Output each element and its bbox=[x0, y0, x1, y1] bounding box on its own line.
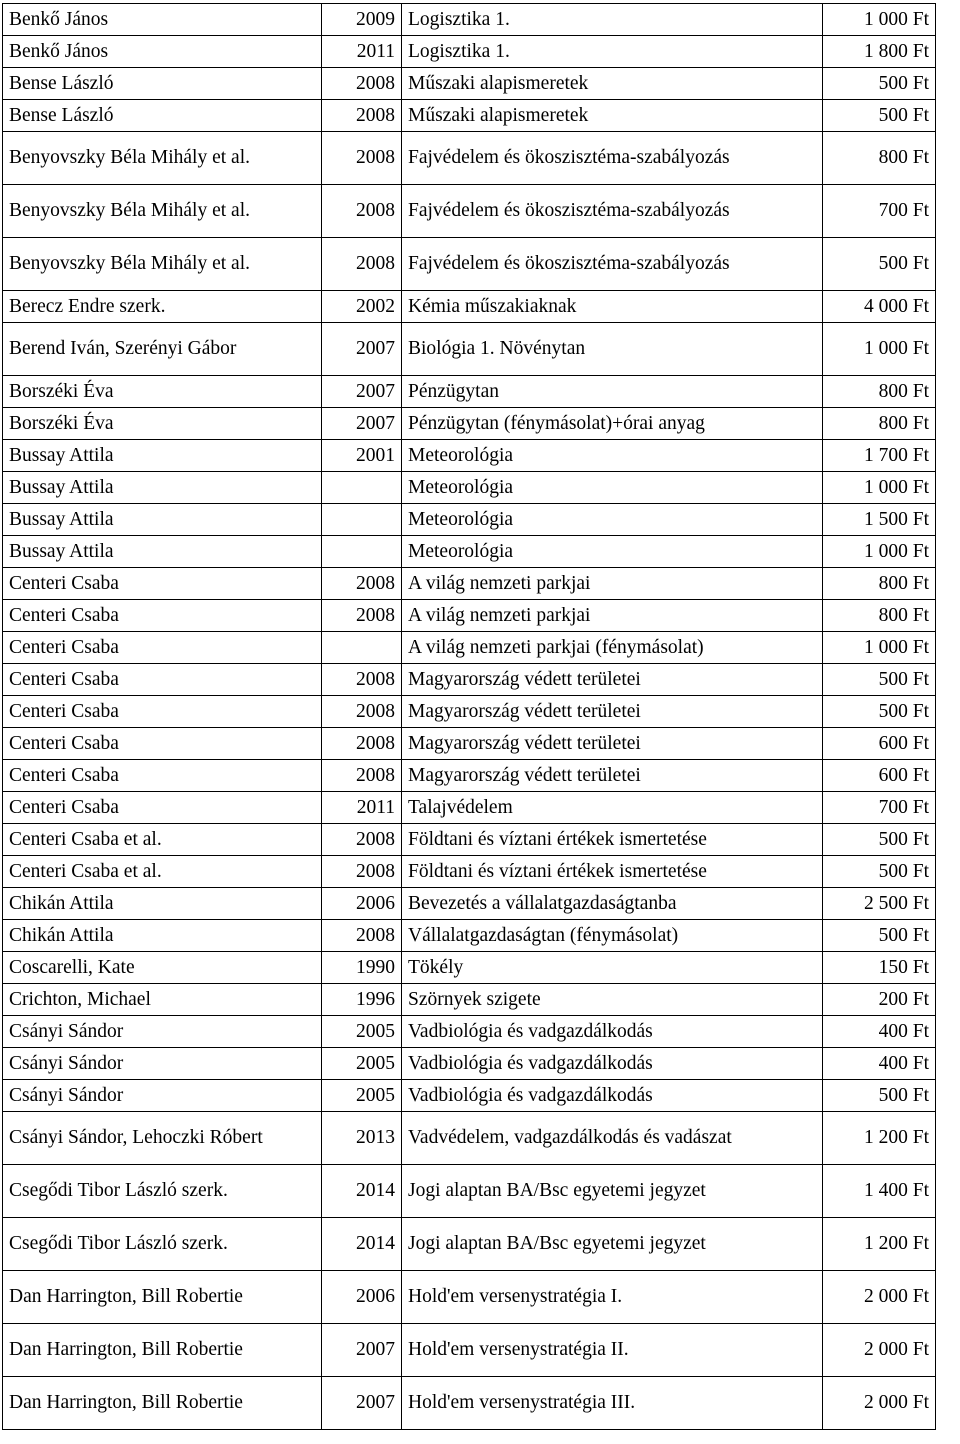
table-row bbox=[3, 132, 936, 185]
year-cell: 2007 bbox=[322, 376, 402, 408]
year-cell: 1996 bbox=[322, 984, 402, 1016]
table-row bbox=[3, 4, 936, 36]
year-cell: 2014 bbox=[322, 1165, 402, 1218]
author-cell: Csányi Sándor bbox=[3, 1016, 322, 1048]
year-cell: 2001 bbox=[322, 440, 402, 472]
year-cell bbox=[322, 536, 402, 568]
author-cell: Benkő János bbox=[3, 36, 322, 68]
author-cell: Csegődi Tibor László szerk. bbox=[3, 1218, 322, 1271]
title-cell: Hold'em versenystratégia III. bbox=[402, 1377, 823, 1430]
author-cell: Borszéki Éva bbox=[3, 376, 322, 408]
author-cell: Benyovszky Béla Mihály et al. bbox=[3, 132, 322, 185]
table-row bbox=[3, 68, 936, 100]
year-cell: 2008 bbox=[322, 664, 402, 696]
title-cell: Bevezetés a vállalatgazdaságtanba bbox=[402, 888, 823, 920]
table-row bbox=[3, 1112, 936, 1165]
author-cell: Centeri Csaba bbox=[3, 568, 322, 600]
table-row bbox=[3, 856, 936, 888]
price-cell: 1 700 Ft bbox=[823, 440, 936, 472]
title-cell: Szörnyek szigete bbox=[402, 984, 823, 1016]
price-cell: 800 Ft bbox=[823, 132, 936, 185]
price-cell: 800 Ft bbox=[823, 408, 936, 440]
year-cell: 2008 bbox=[322, 856, 402, 888]
price-cell: 500 Ft bbox=[823, 920, 936, 952]
author-cell: Benyovszky Béla Mihály et al. bbox=[3, 185, 322, 238]
price-cell: 4 000 Ft bbox=[823, 291, 936, 323]
price-cell: 800 Ft bbox=[823, 600, 936, 632]
price-cell: 500 Ft bbox=[823, 696, 936, 728]
title-cell: Meteorológia bbox=[402, 536, 823, 568]
title-cell: Tökély bbox=[402, 952, 823, 984]
year-cell: 2008 bbox=[322, 920, 402, 952]
price-cell: 500 Ft bbox=[823, 100, 936, 132]
author-cell: Chikán Attila bbox=[3, 920, 322, 952]
price-cell: 200 Ft bbox=[823, 984, 936, 1016]
table-row bbox=[3, 1377, 936, 1430]
table-row bbox=[3, 440, 936, 472]
title-cell: Vállalatgazdaságtan (fénymásolat) bbox=[402, 920, 823, 952]
price-cell: 700 Ft bbox=[823, 792, 936, 824]
price-cell: 800 Ft bbox=[823, 376, 936, 408]
author-cell: Csegődi Tibor László szerk. bbox=[3, 1165, 322, 1218]
price-cell: 600 Ft bbox=[823, 760, 936, 792]
year-cell: 2007 bbox=[322, 323, 402, 376]
table-row bbox=[3, 1080, 936, 1112]
year-cell: 1990 bbox=[322, 952, 402, 984]
title-cell: Műszaki alapismeretek bbox=[402, 100, 823, 132]
title-cell: Logisztika 1. bbox=[402, 36, 823, 68]
table-row bbox=[3, 472, 936, 504]
year-cell: 2011 bbox=[322, 792, 402, 824]
title-cell: Kémia műszakiaknak bbox=[402, 291, 823, 323]
title-cell: Magyarország védett területei bbox=[402, 696, 823, 728]
table-row bbox=[3, 376, 936, 408]
year-cell: 2008 bbox=[322, 824, 402, 856]
year-cell: 2006 bbox=[322, 1271, 402, 1324]
author-cell: Bussay Attila bbox=[3, 536, 322, 568]
author-cell: Dan Harrington, Bill Robertie bbox=[3, 1271, 322, 1324]
table-row bbox=[3, 728, 936, 760]
year-cell: 2008 bbox=[322, 568, 402, 600]
table-row bbox=[3, 824, 936, 856]
year-cell: 2002 bbox=[322, 291, 402, 323]
author-cell: Borszéki Éva bbox=[3, 408, 322, 440]
author-cell: Centeri Csaba et al. bbox=[3, 824, 322, 856]
author-cell: Centeri Csaba bbox=[3, 664, 322, 696]
author-cell: Bense László bbox=[3, 100, 322, 132]
price-cell: 2 500 Ft bbox=[823, 888, 936, 920]
author-cell: Csányi Sándor bbox=[3, 1048, 322, 1080]
author-cell: Dan Harrington, Bill Robertie bbox=[3, 1377, 322, 1430]
table-row bbox=[3, 920, 936, 952]
price-cell: 500 Ft bbox=[823, 856, 936, 888]
price-cell: 1 000 Ft bbox=[823, 472, 936, 504]
price-cell: 700 Ft bbox=[823, 185, 936, 238]
table-row bbox=[3, 952, 936, 984]
year-cell: 2008 bbox=[322, 760, 402, 792]
title-cell: Magyarország védett területei bbox=[402, 760, 823, 792]
price-cell: 1 400 Ft bbox=[823, 1165, 936, 1218]
author-cell: Dan Harrington, Bill Robertie bbox=[3, 1324, 322, 1377]
table-row bbox=[3, 696, 936, 728]
title-cell: Logisztika 1. bbox=[402, 4, 823, 36]
price-cell: 400 Ft bbox=[823, 1016, 936, 1048]
title-cell: Meteorológia bbox=[402, 472, 823, 504]
author-cell: Centeri Csaba bbox=[3, 632, 322, 664]
year-cell: 2008 bbox=[322, 100, 402, 132]
year-cell: 2006 bbox=[322, 888, 402, 920]
author-cell: Centeri Csaba bbox=[3, 760, 322, 792]
title-cell: Fajvédelem és ökoszisztéma-szabályozás bbox=[402, 238, 823, 291]
title-cell: Jogi alaptan BA/Bsc egyetemi jegyzet bbox=[402, 1218, 823, 1271]
year-cell: 2008 bbox=[322, 185, 402, 238]
table-row bbox=[3, 323, 936, 376]
year-cell: 2008 bbox=[322, 728, 402, 760]
table-row bbox=[3, 568, 936, 600]
title-cell: Pénzügytan bbox=[402, 376, 823, 408]
title-cell: Vadbiológia és vadgazdálkodás bbox=[402, 1016, 823, 1048]
year-cell: 2007 bbox=[322, 1324, 402, 1377]
title-cell: Műszaki alapismeretek bbox=[402, 68, 823, 100]
table-body bbox=[3, 4, 936, 1430]
author-cell: Bussay Attila bbox=[3, 440, 322, 472]
year-cell: 2008 bbox=[322, 68, 402, 100]
title-cell: Fajvédelem és ökoszisztéma-szabályozás bbox=[402, 185, 823, 238]
author-cell: Centeri Csaba bbox=[3, 792, 322, 824]
title-cell: A világ nemzeti parkjai bbox=[402, 568, 823, 600]
year-cell: 2005 bbox=[322, 1016, 402, 1048]
table-row bbox=[3, 888, 936, 920]
year-cell bbox=[322, 504, 402, 536]
table-row bbox=[3, 664, 936, 696]
price-cell: 2 000 Ft bbox=[823, 1324, 936, 1377]
title-cell: A világ nemzeti parkjai (fénymásolat) bbox=[402, 632, 823, 664]
table-row bbox=[3, 1165, 936, 1218]
author-cell: Centeri Csaba bbox=[3, 696, 322, 728]
price-cell: 500 Ft bbox=[823, 238, 936, 291]
author-cell: Coscarelli, Kate bbox=[3, 952, 322, 984]
author-cell: Berecz Endre szerk. bbox=[3, 291, 322, 323]
price-cell: 2 000 Ft bbox=[823, 1377, 936, 1430]
title-cell: Pénzügytan (fénymásolat)+órai anyag bbox=[402, 408, 823, 440]
price-cell: 1 200 Ft bbox=[823, 1112, 936, 1165]
price-cell: 1 500 Ft bbox=[823, 504, 936, 536]
title-cell: Talajvédelem bbox=[402, 792, 823, 824]
title-cell: Fajvédelem és ökoszisztéma-szabályozás bbox=[402, 132, 823, 185]
price-cell: 1 000 Ft bbox=[823, 536, 936, 568]
year-cell: 2007 bbox=[322, 1377, 402, 1430]
author-cell: Bense László bbox=[3, 68, 322, 100]
price-cell: 1 000 Ft bbox=[823, 323, 936, 376]
author-cell: Bussay Attila bbox=[3, 472, 322, 504]
author-cell: Benyovszky Béla Mihály et al. bbox=[3, 238, 322, 291]
title-cell: Hold'em versenystratégia II. bbox=[402, 1324, 823, 1377]
table-row bbox=[3, 760, 936, 792]
title-cell: Vadvédelem, vadgazdálkodás és vadászat bbox=[402, 1112, 823, 1165]
price-cell: 500 Ft bbox=[823, 824, 936, 856]
table-row bbox=[3, 291, 936, 323]
table-row bbox=[3, 536, 936, 568]
title-cell: A világ nemzeti parkjai bbox=[402, 600, 823, 632]
title-cell: Jogi alaptan BA/Bsc egyetemi jegyzet bbox=[402, 1165, 823, 1218]
year-cell: 2007 bbox=[322, 408, 402, 440]
year-cell: 2005 bbox=[322, 1080, 402, 1112]
table-row bbox=[3, 1048, 936, 1080]
table-row bbox=[3, 984, 936, 1016]
book-price-table bbox=[2, 3, 936, 1430]
price-cell: 800 Ft bbox=[823, 568, 936, 600]
author-cell: Bussay Attila bbox=[3, 504, 322, 536]
title-cell: Vadbiológia és vadgazdálkodás bbox=[402, 1080, 823, 1112]
title-cell: Földtani és víztani értékek ismertetése bbox=[402, 824, 823, 856]
year-cell: 2008 bbox=[322, 238, 402, 291]
price-cell: 1 800 Ft bbox=[823, 36, 936, 68]
price-cell: 500 Ft bbox=[823, 1080, 936, 1112]
title-cell: Vadbiológia és vadgazdálkodás bbox=[402, 1048, 823, 1080]
year-cell bbox=[322, 632, 402, 664]
title-cell: Biológia 1. Növénytan bbox=[402, 323, 823, 376]
table-row bbox=[3, 1271, 936, 1324]
year-cell bbox=[322, 472, 402, 504]
price-cell: 150 Ft bbox=[823, 952, 936, 984]
table-row bbox=[3, 185, 936, 238]
title-cell: Meteorológia bbox=[402, 504, 823, 536]
table-row bbox=[3, 408, 936, 440]
author-cell: Berend Iván, Szerényi Gábor bbox=[3, 323, 322, 376]
author-cell: Centeri Csaba bbox=[3, 600, 322, 632]
year-cell: 2011 bbox=[322, 36, 402, 68]
price-cell: 2 000 Ft bbox=[823, 1271, 936, 1324]
table-row bbox=[3, 600, 936, 632]
year-cell: 2008 bbox=[322, 132, 402, 185]
year-cell: 2005 bbox=[322, 1048, 402, 1080]
table-row bbox=[3, 36, 936, 68]
table-row bbox=[3, 1218, 936, 1271]
price-cell: 400 Ft bbox=[823, 1048, 936, 1080]
year-cell: 2008 bbox=[322, 600, 402, 632]
table-row bbox=[3, 1324, 936, 1377]
year-cell: 2014 bbox=[322, 1218, 402, 1271]
price-cell: 500 Ft bbox=[823, 68, 936, 100]
title-cell: Hold'em versenystratégia I. bbox=[402, 1271, 823, 1324]
title-cell: Meteorológia bbox=[402, 440, 823, 472]
year-cell: 2008 bbox=[322, 696, 402, 728]
title-cell: Magyarország védett területei bbox=[402, 664, 823, 696]
author-cell: Centeri Csaba bbox=[3, 728, 322, 760]
author-cell: Benkő János bbox=[3, 4, 322, 36]
price-cell: 1 000 Ft bbox=[823, 632, 936, 664]
table-row bbox=[3, 504, 936, 536]
year-cell: 2009 bbox=[322, 4, 402, 36]
price-cell: 500 Ft bbox=[823, 664, 936, 696]
table-row bbox=[3, 100, 936, 132]
year-cell: 2013 bbox=[322, 1112, 402, 1165]
author-cell: Centeri Csaba et al. bbox=[3, 856, 322, 888]
author-cell: Csányi Sándor, Lehoczki Róbert bbox=[3, 1112, 322, 1165]
author-cell: Crichton, Michael bbox=[3, 984, 322, 1016]
table-row bbox=[3, 632, 936, 664]
table-row bbox=[3, 238, 936, 291]
price-cell: 1 000 Ft bbox=[823, 4, 936, 36]
title-cell: Magyarország védett területei bbox=[402, 728, 823, 760]
author-cell: Csányi Sándor bbox=[3, 1080, 322, 1112]
author-cell: Chikán Attila bbox=[3, 888, 322, 920]
title-cell: Földtani és víztani értékek ismertetése bbox=[402, 856, 823, 888]
table-row bbox=[3, 792, 936, 824]
price-cell: 600 Ft bbox=[823, 728, 936, 760]
table-row bbox=[3, 1016, 936, 1048]
price-cell: 1 200 Ft bbox=[823, 1218, 936, 1271]
